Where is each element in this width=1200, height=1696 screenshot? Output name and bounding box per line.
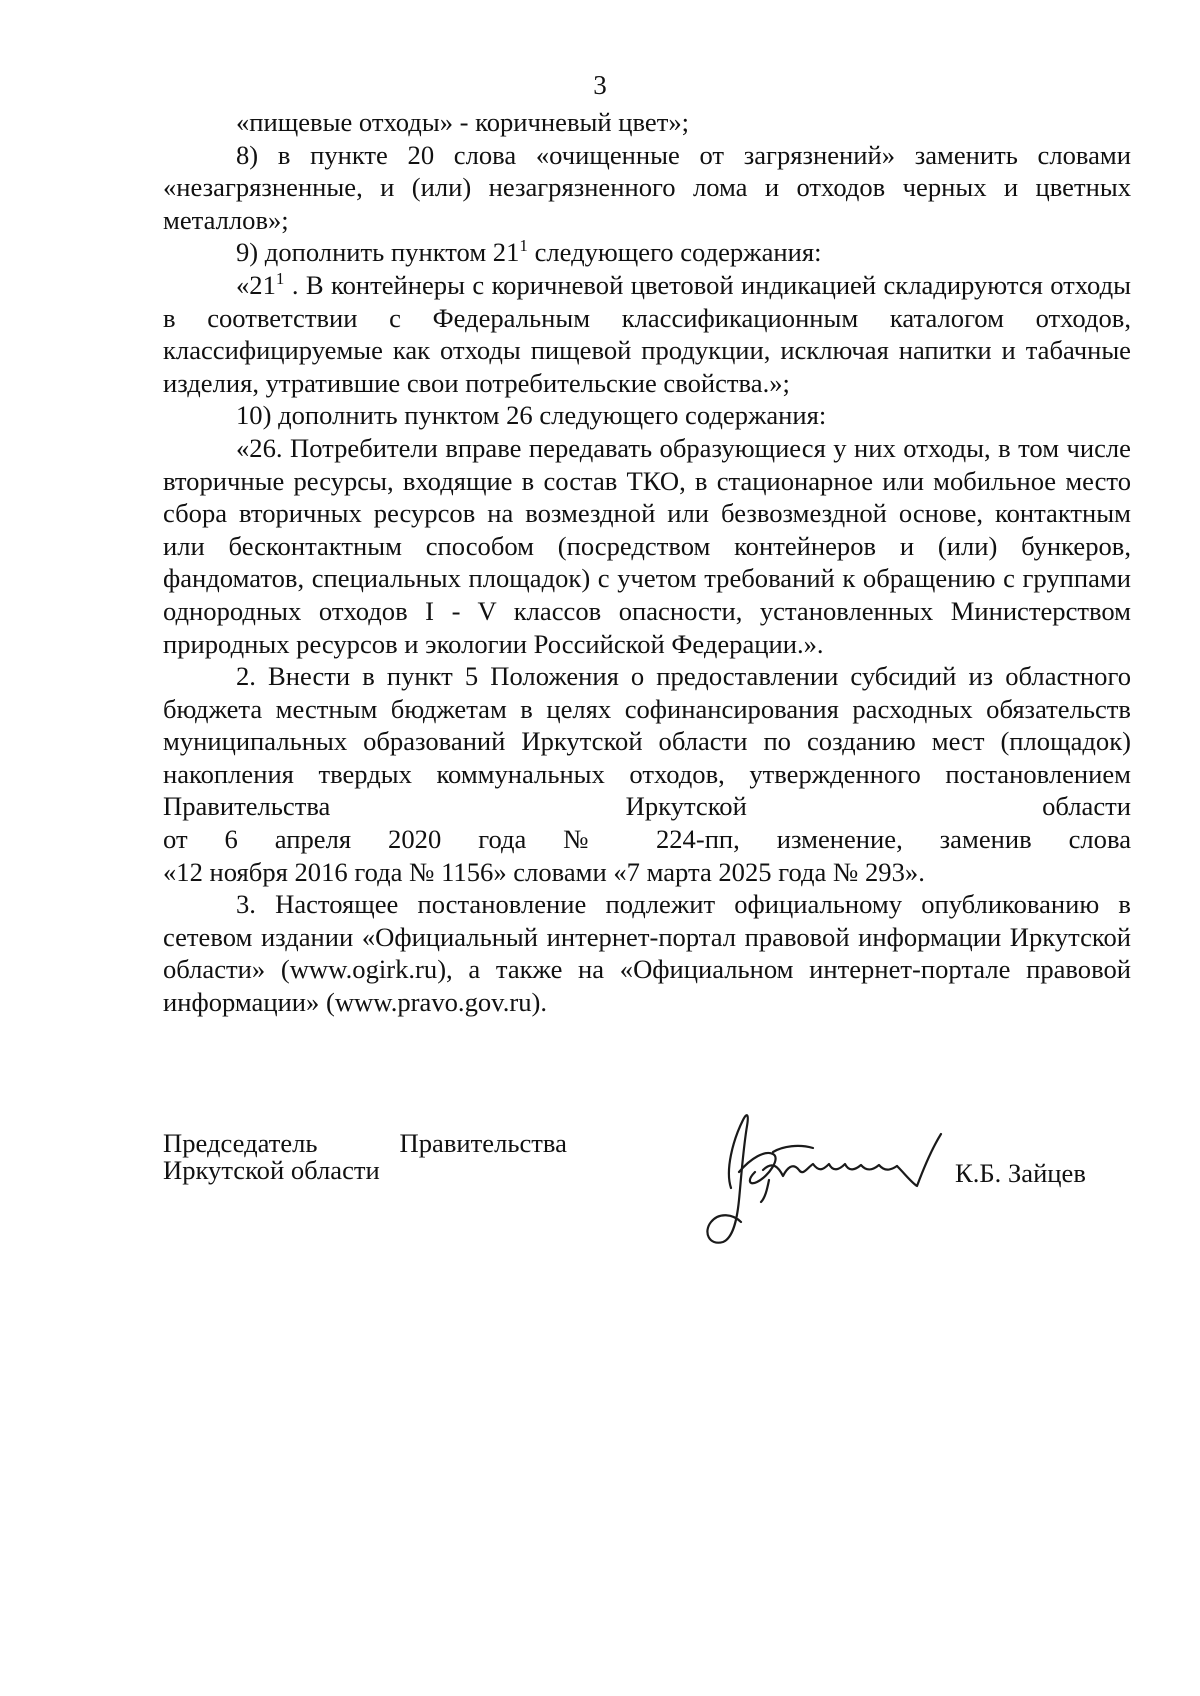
document-body [163,106,1131,1019]
position-region: Иркутской области [163,1155,380,1185]
paragraph-item-9-text: 9) дополнить пунктом 21 [236,237,520,268]
signatory-position [163,1130,567,1184]
handwritten-signature [703,1110,993,1250]
signatory-name: К.Б. Зайцев [955,1158,1086,1188]
paragraph-food-waste-color: «пищевые отходы» - коричневый цвет»; [236,107,690,137]
paragraph-point-21-1-text: . В контейнеры с коричневой цветовой индикацией складируются отходы в соответствии с Федеральным классификационным каталогом отходов, классифицируемые как отходы пищевой продукции, исключая напитки и табачные изделия, утратившие свои потребительские свойства.»; [163,269,1131,398]
signature-block [163,1130,1123,1270]
paragraph-section-2: 2. Внести в пункт 5 Положения о предоставлении субсидий из областного бюджета местным бюджетам в целях софинансирования расходных обязательств муниципальных образований Иркутской области по созданию мест (площадок) накопления твердых коммунальных отходов, утвержденного постановлением Правительства Иркутской области [163,661,1131,822]
position-chairman: Председатель [163,1128,318,1158]
paragraph-point-21-1 [163,269,1131,399]
paragraph-section-3: 3. Настоящее постановление подлежит официальному опубликованию в сетевом издании «Официальный интернет-портал правовой информации Иркутской области» (www.ogirk.ru), а также на «Официальном интернет-портале правовой информации» (www.pravo.gov.ru). [163,889,1131,1018]
superscript: 1 [519,236,528,256]
paragraph-section-2-replacement: «12 ноября 2016 года № 1156» словами «7 марта 2025 года № 293». [163,856,925,887]
paragraph-item-9 [163,236,1131,269]
paragraph-item-9-tail: следующего содержания: [534,237,822,268]
paragraph-section-2-date-line: от 6 апреля 2020 года № 224-пп, изменение, заменив слова [163,824,1131,855]
page-number: 3 [593,70,607,100]
superscript: 1 [275,269,285,289]
paragraph-point-21-1-start: «21 [236,269,276,300]
position-government: Правительства [399,1128,567,1158]
paragraph-item-10: 10) дополнить пунктом 26 следующего содержания: [236,400,827,431]
paragraph-item-8: 8) в пункте 20 слова «очищенные от загрязнений» заменить словами «незагрязненные, и (или) незагрязненного лома и отходов черных и цветных металлов»; [163,139,1131,235]
paragraph-point-26: «26. Потребители вправе передавать образующиеся у них отходы, в том числе вторичные ресурсы, входящие в состав ТКО, в стационарное или мобильное место сбора вторичных ресурсов на возмездной или безвозмездной основе, контактным или бесконтактным способом (посредством контейнеров и (или) бункеров, фандоматов, специальных площадок) с учетом требований к обращению с группами однородных отходов I - V классов опасности, установленных Министерством природных ресурсов и экологии Российской Федерации.». [163,432,1131,659]
